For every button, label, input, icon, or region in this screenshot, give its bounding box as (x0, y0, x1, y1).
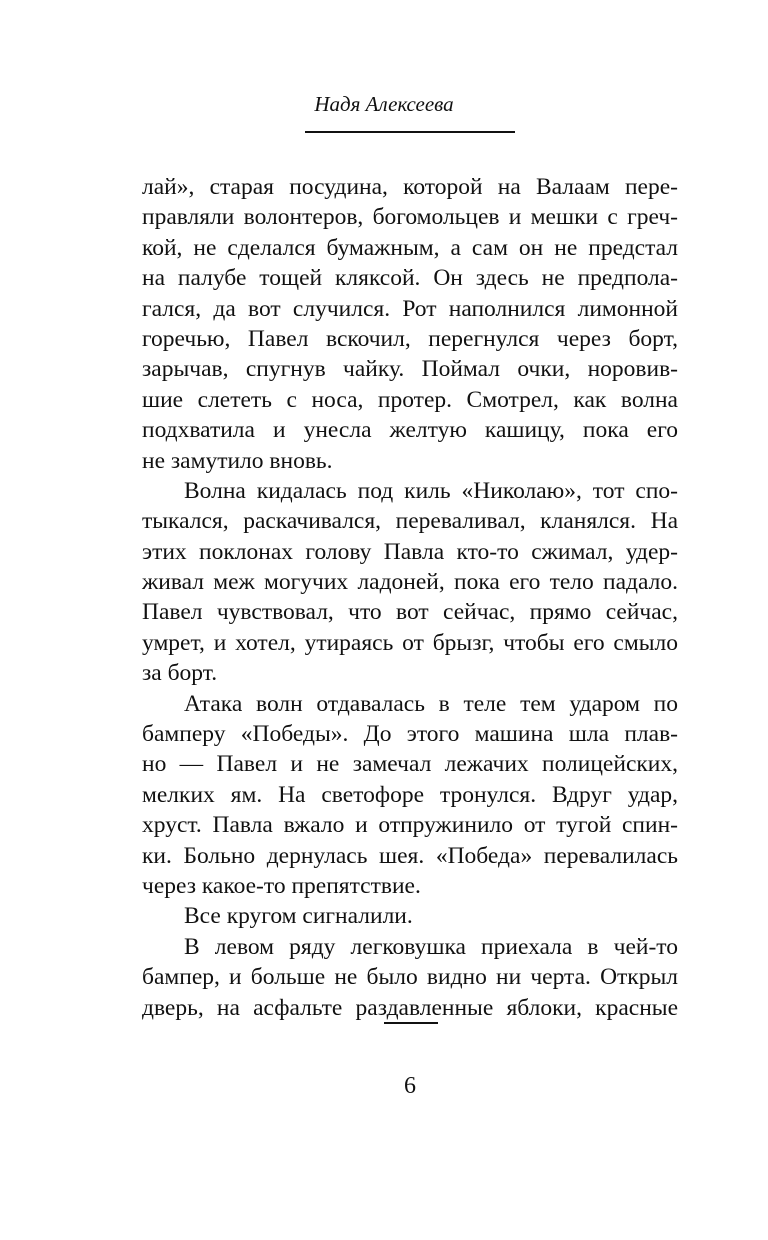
text-line: живал меж могучих ладоней, пока его тело падало. (142, 569, 678, 596)
text-line: подхватила и унесла желтую кашицу, пока его (142, 417, 678, 444)
text-line: Атака волн отдавалась в теле тем ударом по (184, 690, 678, 717)
text-line: хруст. Павла вжало и отпружинило от тугой спин- (142, 812, 678, 839)
text-line: бампер, и больше не было видно ни черта. Открыл (142, 964, 678, 991)
text-line: бамперу «Победы». До этого машина шла плав- (142, 721, 678, 748)
text-line: через какое-то препятствие. (142, 872, 421, 899)
text-line: горечью, Павел вскочил, перегнулся через борт, (142, 325, 678, 352)
running-header-author: Надя Алексеева (314, 92, 454, 116)
text-line: этих поклонах голову Павла кто-то сжимал, удер- (142, 538, 678, 565)
text-line: Волна кидалась под киль «Николаю», тот спо- (184, 477, 678, 504)
text-line: шие слететь с носа, протер. Смотрел, как волна (142, 386, 678, 413)
text-line: на палубе тощей кляксой. Он здесь не предпола- (142, 265, 678, 292)
footer-divider (384, 1022, 438, 1024)
text-line: но — Павел и не замечал лежачих полицейских, (142, 751, 678, 778)
text-line: зарычав, спугнув чайку. Поймал очки, норовив- (142, 356, 678, 383)
text-line: В левом ряду легковушка приехала в чей-то (184, 933, 678, 960)
text-line: правляли волонтеров, богомольцев и мешки с греч- (142, 204, 678, 231)
text-line: за борт. (142, 660, 218, 687)
text-line: не замутило вновь. (142, 447, 333, 474)
text-line: дверь, на асфальте раздавленные яблоки, красные (142, 994, 678, 1021)
text-line: Все кругом сигналили. (184, 903, 413, 930)
page-number: 6 (404, 1073, 416, 1099)
text-line: тыкался, раскачивался, переваливал, кланялся. На (142, 508, 678, 535)
text-line: кой, не сделался бумажным, а сам он не предстал (142, 234, 678, 261)
text-line: умрет, и хотел, утираясь от брызг, чтобы его смыло (142, 629, 678, 656)
text-line: гался, да вот случился. Рот наполнился лимонной (142, 295, 678, 322)
text-line: мелких ям. На светофоре тронулся. Вдруг удар, (142, 781, 678, 808)
text-line: ки. Больно дернулась шея. «Победа» перевалилась (142, 842, 678, 869)
text-line: Павел чувствовал, что вот сейчас, прямо сейчас, (142, 599, 678, 626)
body-text (142, 172, 678, 1023)
text-line: лай», старая посудина, которой на Валаам пере- (142, 174, 678, 200)
header-divider (305, 131, 515, 133)
